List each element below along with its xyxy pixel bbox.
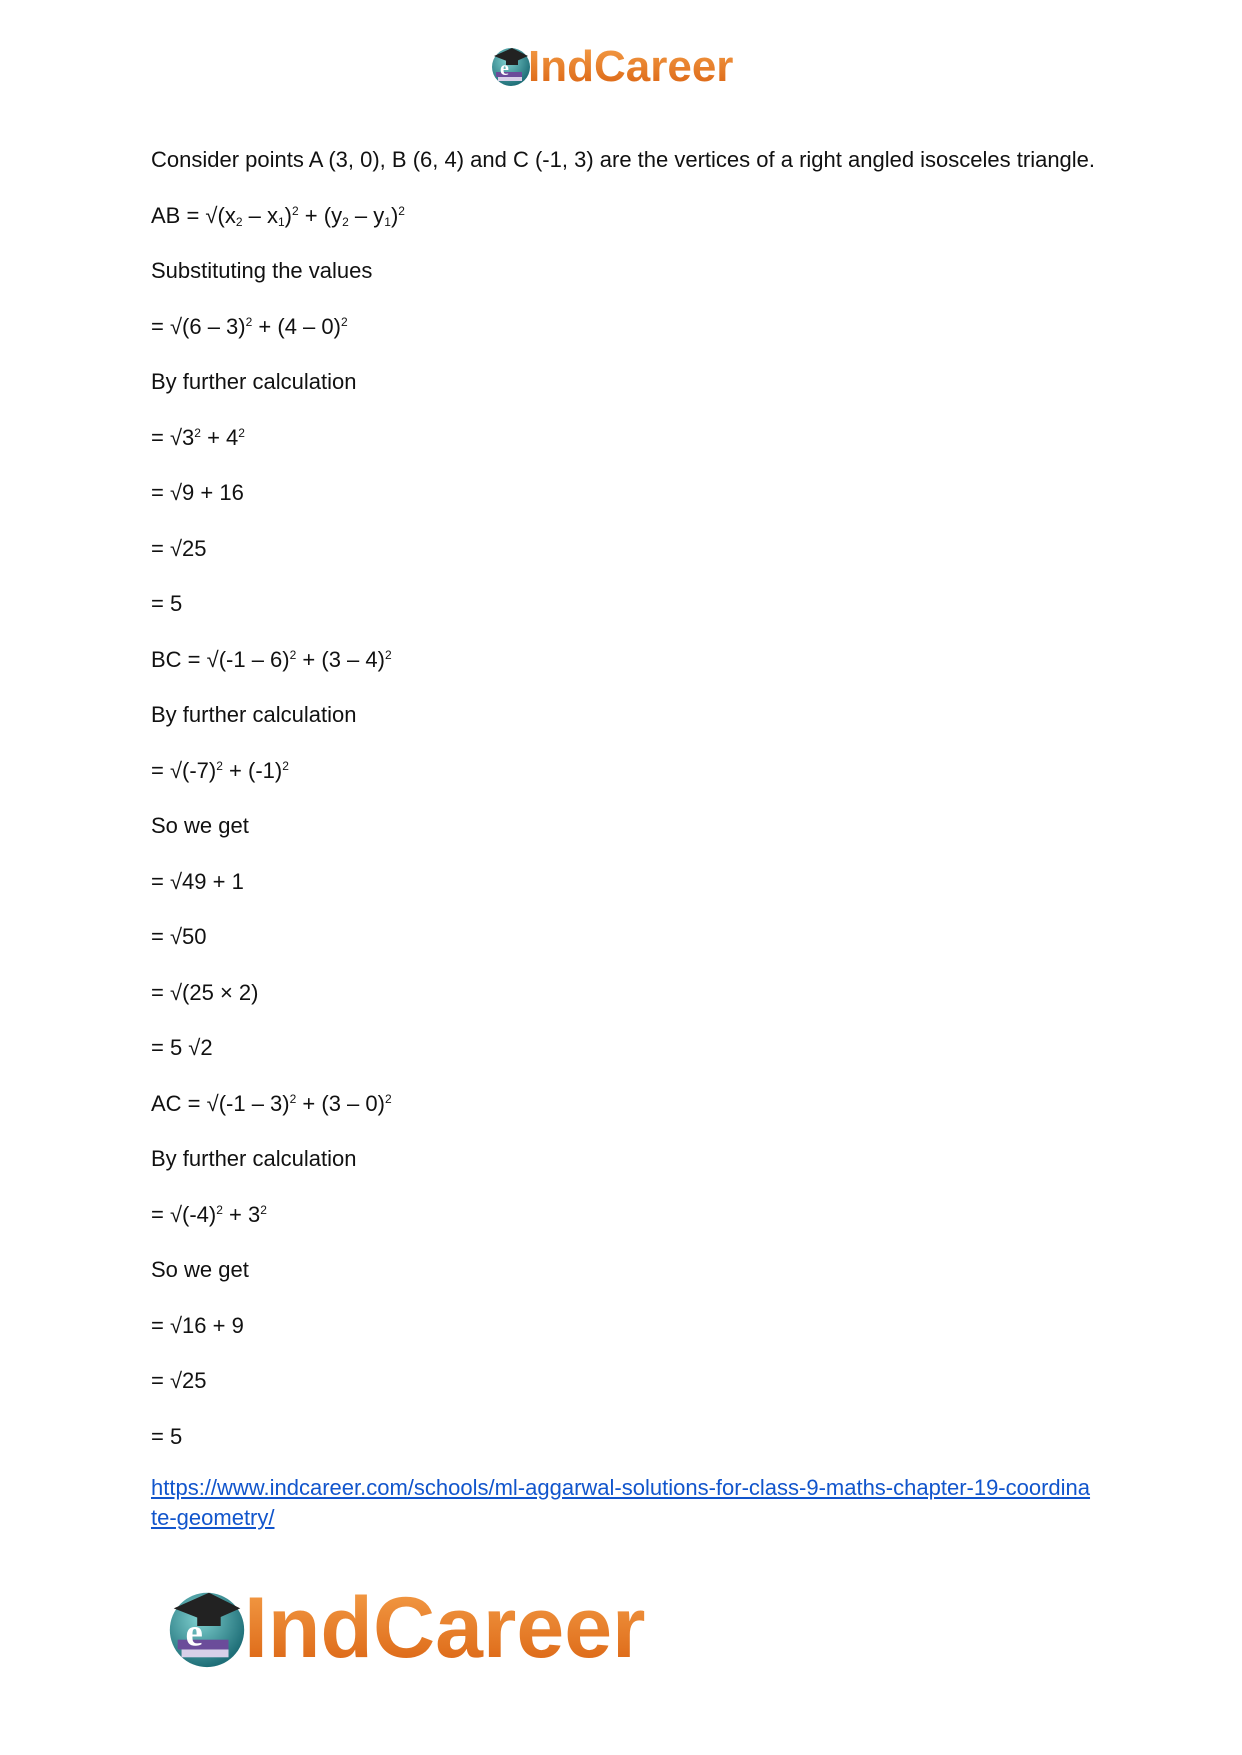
solution-content xyxy=(151,145,1096,1533)
bc-result-line: = 5 √2 xyxy=(151,1035,213,1060)
step-label: By further calculation xyxy=(151,1146,357,1171)
source-url-link[interactable]: https://www.indcareer.com/schools/ml-aggarwal-solutions-for-class-9-maths-chapter-19-coordinate-geometry/ xyxy=(151,1475,1091,1530)
ab-result-line: = 5 xyxy=(151,591,183,616)
step-label: So we get xyxy=(151,813,249,838)
bc-factor-line: = √(25 × 2) xyxy=(151,979,259,1005)
svg-text:e: e xyxy=(185,1611,203,1655)
svg-text:e: e xyxy=(500,57,509,80)
step-label: So we get xyxy=(151,1257,249,1282)
step-label: By further calculation xyxy=(151,702,357,727)
header-logo xyxy=(488,42,733,92)
bc-root-line: = √50 xyxy=(151,924,207,949)
graduation-cap-globe-icon xyxy=(162,1581,252,1676)
footer-logo xyxy=(162,1579,646,1676)
ac-squares-line: = $√(-4)^2 + 3^2$ xyxy=(151,1201,267,1227)
ac-root-line: = √25 xyxy=(151,1368,207,1393)
bc-formula-line: BC = √(-1 – 6)$^2$ + (3 – 4)$^2$ xyxy=(151,646,392,672)
footer-logo-text: IndCareer xyxy=(244,1579,646,1676)
ab-formula-line: AB = $√(x_2 - x_1)^2 + (y_2 - y_1)^2$ xyxy=(151,202,405,229)
intro-paragraph: Consider points A (3, 0), B (6, 4) and C (-1, 3) are the vertices of a right angled isosceles triangle. xyxy=(151,147,1096,172)
ac-sum-line: = √16 + 9 xyxy=(151,1312,244,1338)
bc-squares-line: = $√(-7)^2 + (-1)^2$ xyxy=(151,757,289,783)
ab-squares-line: = $√3^2 + 4^2$ xyxy=(151,424,245,450)
header-logo-text: IndCareer xyxy=(528,42,734,91)
ab-sum-line: = √9 + 16 xyxy=(151,480,244,505)
ab-root-line: = √25 xyxy=(151,535,207,561)
bc-sum-line: = √49 + 1 xyxy=(151,868,244,894)
step-label: By further calculation xyxy=(151,369,357,394)
step-label: Substituting the values xyxy=(151,258,373,283)
ac-result-line: = 5 xyxy=(151,1423,183,1449)
ab-substitution-line: = √(6 – 3)$^2$ + (4 – 0)$^2$ xyxy=(151,313,348,339)
ac-formula-line: AC = √(-1 – 3)$^2$ + (3 – 0)$^2$ xyxy=(151,1090,392,1116)
